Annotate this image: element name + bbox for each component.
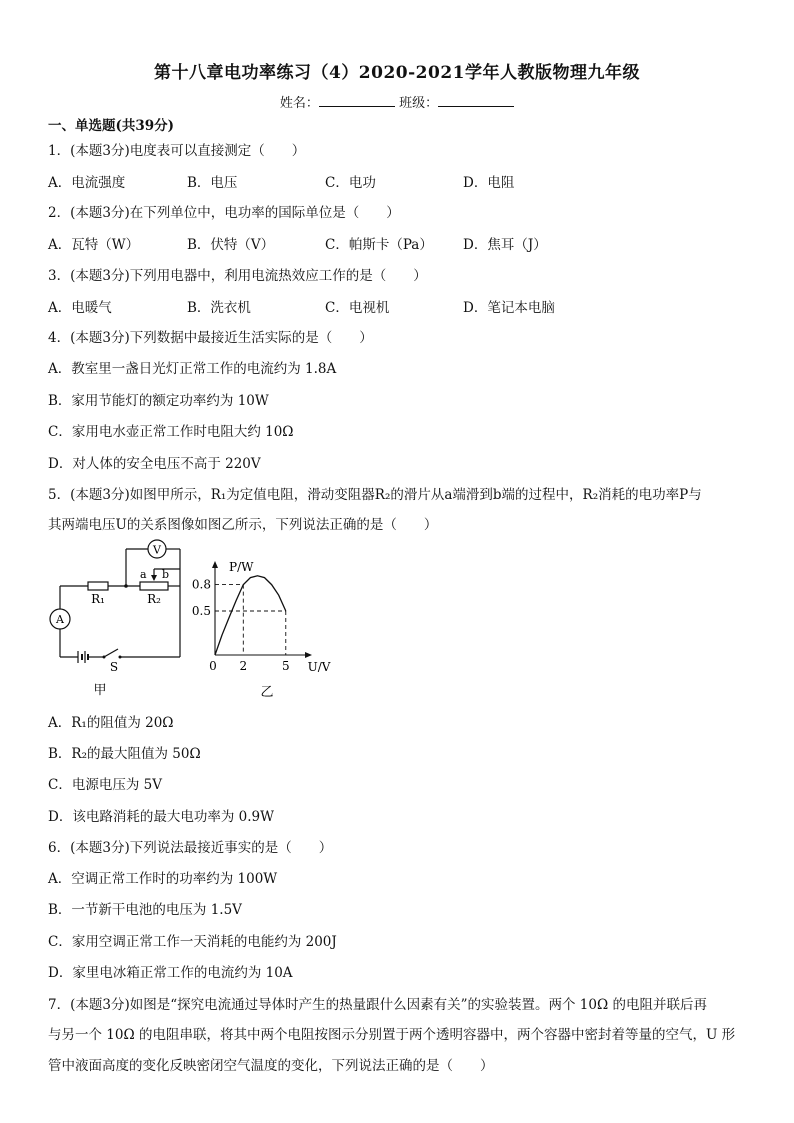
question-6-option-b[interactable]: B．一节新干电池的电压为 1.5V bbox=[48, 902, 242, 918]
question-2-stem: 2．(本题3分)在下列单位中，电功率的国际单位是（ ） bbox=[48, 205, 400, 221]
page-title: 第十八章电功率练习（4）2020-2021学年人教版物理九年级 bbox=[153, 63, 640, 83]
slider-arrow-icon bbox=[151, 575, 157, 581]
x-tick-label-2: 5 bbox=[281, 659, 290, 673]
question-4-option-d[interactable]: D．对人体的安全电压不高于 220V bbox=[48, 456, 261, 472]
x-axis-label: U/V bbox=[307, 660, 331, 674]
question-6-option-d[interactable]: D．家里电冰箱正常工作的电流约为 10A bbox=[48, 965, 293, 981]
circuit-diagram bbox=[40, 535, 200, 705]
question-4-option-a[interactable]: A．教室里一盏日光灯正常工作的电流约为 1.8A bbox=[48, 361, 337, 377]
class-label: 班级： bbox=[399, 96, 439, 111]
question-2-option-c[interactable]: C．帕斯卡（Pa） bbox=[325, 237, 433, 253]
question-4-stem: 4．(本题3分)下列数据中最接近生活实际的是（ ） bbox=[48, 330, 373, 346]
question-3-option-b[interactable]: B．洗衣机 bbox=[187, 300, 251, 316]
figure-a-caption: 甲 bbox=[93, 683, 107, 698]
question-1-option-a[interactable]: A．电流强度 bbox=[48, 175, 126, 191]
question-1-option-c[interactable]: C．电功 bbox=[325, 175, 376, 191]
question-3-option-d[interactable]: D．笔记本电脑 bbox=[463, 300, 555, 316]
question-5-option-c[interactable]: C．电源电压为 5V bbox=[48, 777, 162, 793]
ammeter-label: A bbox=[56, 613, 64, 626]
slider-b-label: b bbox=[162, 568, 170, 581]
question-3-option-c[interactable]: C．电视机 bbox=[325, 300, 390, 316]
question-3-stem: 3．(本题3分)下列用电器中，利用电流热效应工作的是（ ） bbox=[48, 268, 427, 284]
power-curve-line bbox=[215, 576, 286, 655]
name-label: 姓名： bbox=[279, 96, 319, 111]
name-blank[interactable] bbox=[319, 94, 395, 107]
question-1-option-b[interactable]: B．电压 bbox=[187, 175, 238, 191]
question-5-option-a[interactable]: A．R₁的阻值为 20Ω bbox=[48, 715, 174, 731]
y-tick-label-0: 0.5 bbox=[191, 604, 211, 618]
switch-label: S bbox=[109, 660, 119, 674]
question-4-option-c[interactable]: C．家用电水壶正常工作时电阻大约 10Ω bbox=[48, 424, 294, 440]
question-6-option-a[interactable]: A．空调正常工作时的功率约为 100W bbox=[48, 871, 278, 887]
class-blank[interactable] bbox=[438, 94, 514, 107]
question-5-stem-line2: 其两端电压U的关系图像如图乙所示，下列说法正确的是（ ） bbox=[48, 517, 438, 533]
r2-label: R₂ bbox=[147, 592, 161, 606]
question-7-line3: 管中液面高度的变化反映密闭空气温度的变化，下列说法正确的是（ ） bbox=[48, 1058, 494, 1074]
y-axis-arrow-icon bbox=[212, 561, 218, 568]
question-2-option-d[interactable]: D．焦耳（J） bbox=[463, 237, 547, 253]
question-6-option-c[interactable]: C．家用空调正常工作一天消耗的电能约为 200J bbox=[48, 934, 337, 950]
voltmeter-label: V bbox=[153, 543, 161, 557]
question-1-stem: 1．(本题3分)电度表可以直接测定（ ） bbox=[48, 143, 306, 159]
question-2-option-b[interactable]: B．伏特（V） bbox=[187, 237, 275, 253]
question-2-option-a[interactable]: A．瓦特（W） bbox=[48, 237, 140, 253]
question-7-line1: 7．(本题3分)如图是“探究电流通过导体时产生的热量跟什么因素有关”的实验装置。两个 10Ω 的电阻并联后再 bbox=[48, 997, 707, 1013]
question-6-stem: 6．(本题3分)下列说法最接近事实的是（ ） bbox=[48, 840, 333, 856]
slider-a-label: a bbox=[140, 568, 147, 581]
question-3-option-a[interactable]: A．电暖气 bbox=[48, 300, 112, 316]
question-1-option-d[interactable]: D．电阻 bbox=[463, 175, 515, 191]
r1-label: R₁ bbox=[91, 592, 105, 606]
y-axis-label: P/W bbox=[229, 560, 254, 574]
x-tick-label-1: 2 bbox=[239, 659, 248, 673]
figure-b-caption: 乙 bbox=[260, 685, 274, 700]
name-class-row bbox=[0, 92, 794, 111]
x-tick-label-0: 0 bbox=[209, 659, 217, 673]
question-5-option-b[interactable]: B．R₂的最大阻值为 50Ω bbox=[48, 746, 201, 762]
y-tick-label-1: 0.8 bbox=[191, 577, 211, 592]
question-5-stem-line1: 5．(本题3分)如图甲所示，R₁为定值电阻，滑动变阻器R₂的滑片从a端滑到b端的过程中，R₂消耗的电功率P与 bbox=[48, 487, 702, 503]
question-7-line2: 与另一个 10Ω 的电阻串联，将其中两个电阻按图示分别置于两个透明容器中，两个容器中密封着等量的空气，U 形 bbox=[48, 1027, 736, 1043]
question-5-option-d[interactable]: D．该电路消耗的最大电功率为 0.9W bbox=[48, 809, 274, 825]
section-title: 一、单选题(共39分) bbox=[48, 118, 175, 134]
x-axis-arrow-icon bbox=[305, 652, 312, 658]
power-voltage-chart bbox=[191, 555, 331, 705]
question-4-option-b[interactable]: B．家用节能灯的额定功率约为 10W bbox=[48, 393, 269, 409]
